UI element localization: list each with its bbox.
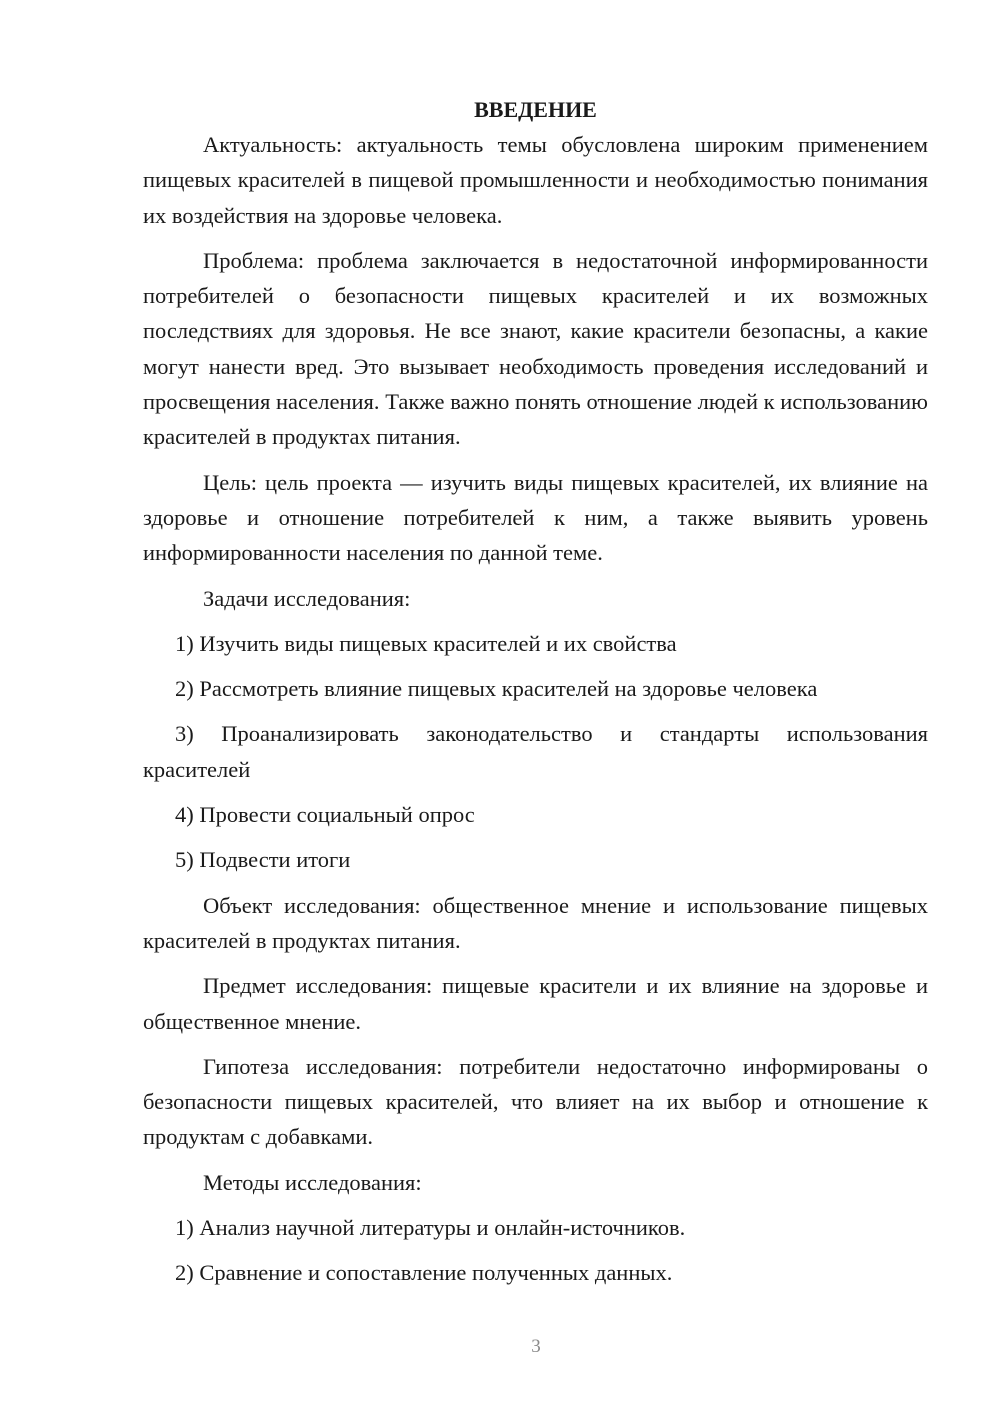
page-number: 3 [531,1336,541,1357]
method-item: 2) Сравнение и сопоставление полученных данных. [175,1260,673,1286]
task-item: 5) Подвести итоги [175,847,351,873]
method-item: 1) Анализ научной литературы и онлайн-источников. [175,1215,686,1241]
task-item: 2) Рассмотреть влияние пищевых красителей на здоровье человека [175,676,818,702]
problem-paragraph: Проблема: проблема заключается в недостаточной информированности потребителей о безопасности пищевых красителей и их возможных последствиях для здоровья. Не все знают, какие красители безопасны, а какие могут нанести вред. Это вызывает необходимость проведения исследований и просвещения населения. Также важно понять отношение людей к использованию красителей в продуктах питания. [143,247,928,450]
task-item: 3) Проанализировать законодательство и стандарты использования красителей [143,721,928,782]
methods-heading: Методы исследования: [203,1169,422,1195]
relevance-paragraph: Актуальность: актуальность темы обусловлена широким применением пищевых красителей в пищевой промышленности и необходимостью понимания их воздействия на здоровье человека. [143,132,928,228]
task-item: 4) Провести социальный опрос [175,802,475,828]
hypothesis-paragraph: Гипотеза исследования: потребители недостаточно информированы о безопасности пищевых красителей, что влияет на их выбор и отношение к продуктам с добавками. [143,1053,928,1150]
goal-paragraph: Цель: цель проекта — изучить виды пищевых красителей, их влияние на здоровье и отношение потребителей к ним, а также выявить уровень информированности населения по данной теме. [143,469,928,566]
tasks-heading: Задачи исследования: [203,585,411,611]
section-heading: ВВЕДЕНИЕ [474,97,597,122]
subject-paragraph: Предмет исследования: пищевые красители и их влияние на здоровье и общественное мнение. [143,973,928,1034]
document-page [143,92,928,1301]
object-paragraph: Объект исследования: общественное мнение и использование пищевых красителей в продуктах питания. [143,892,928,953]
task-item: 1) Изучить виды пищевых красителей и их свойства [175,630,677,656]
